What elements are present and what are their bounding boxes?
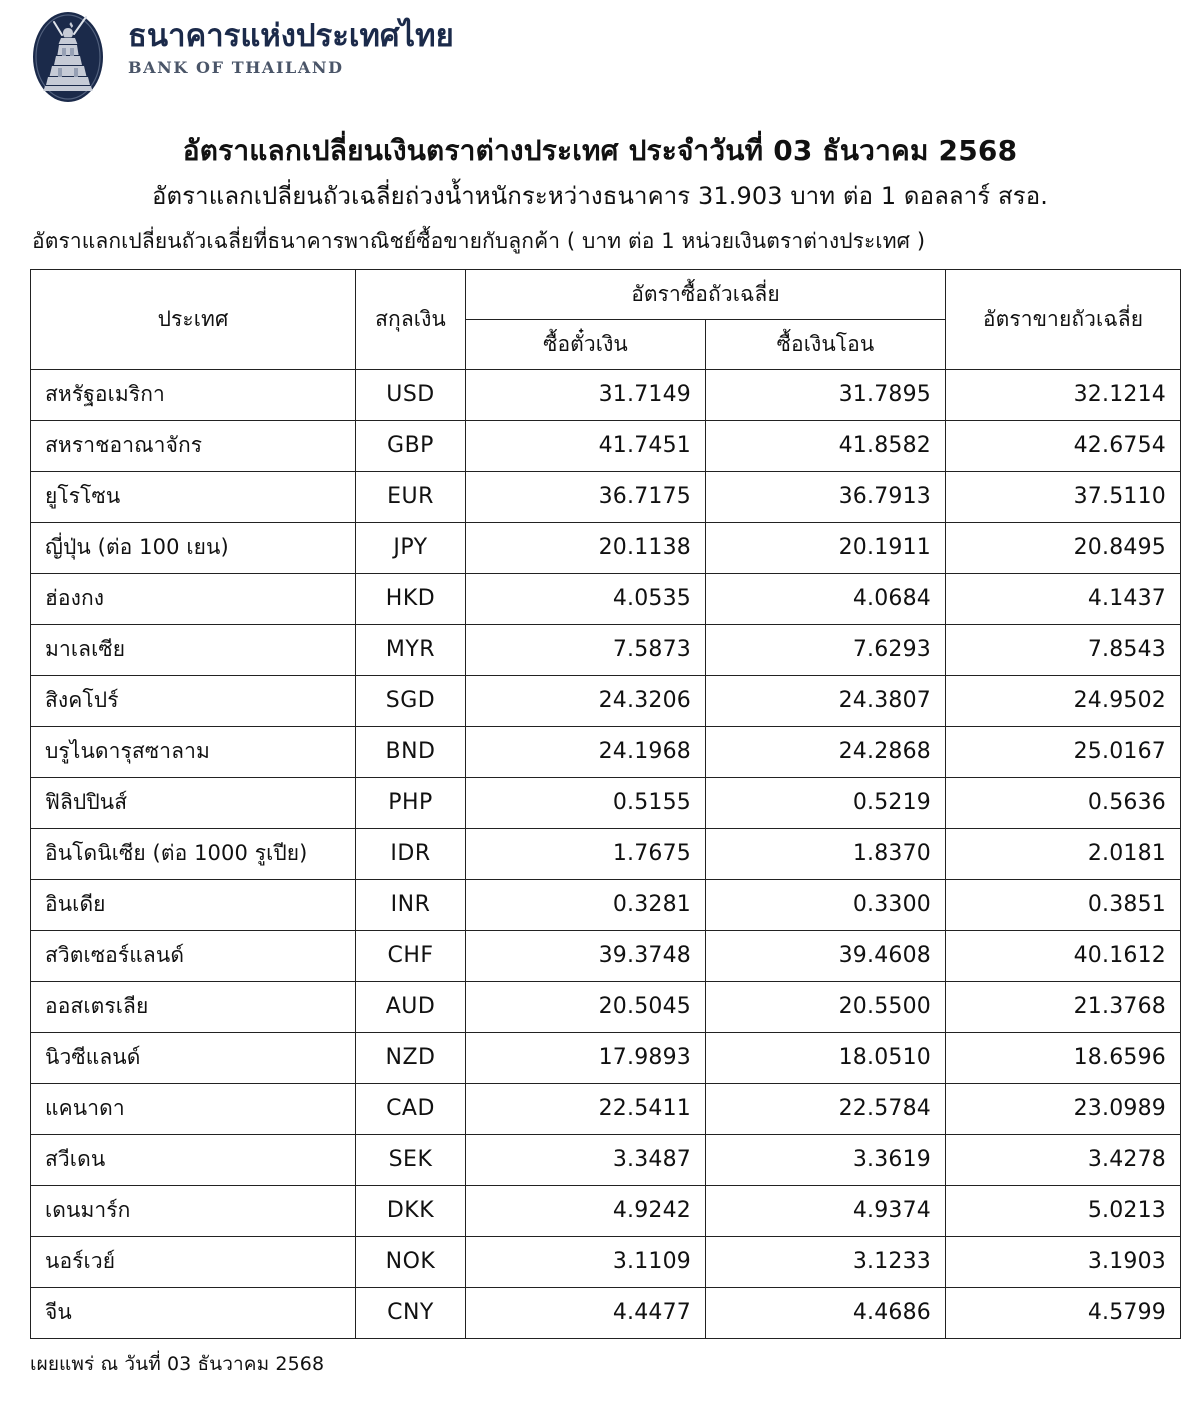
document-titles — [0, 118, 1200, 257]
cell-buy-sight-bill: 0.5155 — [466, 777, 706, 828]
cell-country: เดนมาร์ก — [31, 1185, 356, 1236]
cell-buy-transfer: 4.9374 — [706, 1185, 946, 1236]
cell-buy-sight-bill: 0.3281 — [466, 879, 706, 930]
cell-buy-sight-bill: 36.7175 — [466, 471, 706, 522]
cell-sell-rate: 4.5799 — [946, 1287, 1181, 1338]
cell-sell-rate: 40.1612 — [946, 930, 1181, 981]
cell-buy-transfer: 0.3300 — [706, 879, 946, 930]
header-currency: สกุลเงิน — [356, 269, 466, 369]
cell-currency-code: MYR — [356, 624, 466, 675]
header-buy-transfer: ซื้อเงินโอน — [706, 319, 946, 369]
cell-currency-code: CHF — [356, 930, 466, 981]
cell-country: แคนาดา — [31, 1083, 356, 1134]
cell-sell-rate: 2.0181 — [946, 828, 1181, 879]
cell-buy-transfer: 39.4608 — [706, 930, 946, 981]
cell-buy-sight-bill: 24.1968 — [466, 726, 706, 777]
cell-country: สวิตเซอร์แลนด์ — [31, 930, 356, 981]
cell-sell-rate: 23.0989 — [946, 1083, 1181, 1134]
cell-buy-transfer: 4.0684 — [706, 573, 946, 624]
header-country: ประเทศ — [31, 269, 356, 369]
table-row — [31, 522, 1181, 573]
cell-country: มาเลเซีย — [31, 624, 356, 675]
cell-sell-rate: 0.3851 — [946, 879, 1181, 930]
cell-buy-sight-bill: 24.3206 — [466, 675, 706, 726]
bank-name-thai: ธนาคารแห่งประเทศไทย — [128, 18, 454, 54]
cell-currency-code: SEK — [356, 1134, 466, 1185]
table-row — [31, 726, 1181, 777]
cell-buy-sight-bill: 22.5411 — [466, 1083, 706, 1134]
cell-country: นิวซีแลนด์ — [31, 1032, 356, 1083]
table-body — [31, 369, 1181, 1338]
cell-buy-transfer: 41.8582 — [706, 420, 946, 471]
document-header — [0, 0, 1200, 118]
cell-currency-code: INR — [356, 879, 466, 930]
table-row — [31, 930, 1181, 981]
header-buy-sight-bill: ซื้อตั๋วเงิน — [466, 319, 706, 369]
table-row — [31, 471, 1181, 522]
bank-of-thailand-seal-icon — [30, 8, 106, 106]
cell-currency-code: NZD — [356, 1032, 466, 1083]
table-row — [31, 828, 1181, 879]
cell-buy-transfer: 3.3619 — [706, 1134, 946, 1185]
cell-buy-transfer: 20.5500 — [706, 981, 946, 1032]
cell-currency-code: NOK — [356, 1236, 466, 1287]
cell-buy-transfer: 3.1233 — [706, 1236, 946, 1287]
cell-buy-transfer: 18.0510 — [706, 1032, 946, 1083]
cell-buy-sight-bill: 39.3748 — [466, 930, 706, 981]
cell-currency-code: DKK — [356, 1185, 466, 1236]
cell-buy-sight-bill: 3.3487 — [466, 1134, 706, 1185]
cell-country: อินเดีย — [31, 879, 356, 930]
table-header — [31, 269, 1181, 369]
cell-sell-rate: 42.6754 — [946, 420, 1181, 471]
cell-sell-rate: 7.8543 — [946, 624, 1181, 675]
cell-buy-sight-bill: 20.1138 — [466, 522, 706, 573]
header-buy-group: อัตราซื้อถัวเฉลี่ย — [466, 269, 946, 319]
cell-currency-code: JPY — [356, 522, 466, 573]
cell-buy-transfer: 20.1911 — [706, 522, 946, 573]
cell-country: สหรัฐอเมริกา — [31, 369, 356, 420]
page-title: อัตราแลกเปลี่ยนเงินตราต่างประเทศ ประจำวันที่ 03 ธันวาคม 2568 — [182, 134, 1018, 167]
bank-name-english: BANK OF THAILAND — [128, 57, 344, 77]
cell-currency-code: CAD — [356, 1083, 466, 1134]
table-row — [31, 624, 1181, 675]
table-row — [31, 879, 1181, 930]
cell-buy-transfer: 36.7913 — [706, 471, 946, 522]
cell-buy-transfer: 24.2868 — [706, 726, 946, 777]
table-row — [31, 777, 1181, 828]
cell-sell-rate: 3.4278 — [946, 1134, 1181, 1185]
table-row — [31, 369, 1181, 420]
cell-buy-transfer: 22.5784 — [706, 1083, 946, 1134]
table-row — [31, 1083, 1181, 1134]
cell-sell-rate: 32.1214 — [946, 369, 1181, 420]
table-row — [31, 1032, 1181, 1083]
cell-sell-rate: 20.8495 — [946, 522, 1181, 573]
cell-sell-rate: 25.0167 — [946, 726, 1181, 777]
cell-currency-code: HKD — [356, 573, 466, 624]
cell-country: ฮ่องกง — [31, 573, 356, 624]
cell-sell-rate: 21.3768 — [946, 981, 1181, 1032]
cell-country: สิงคโปร์ — [31, 675, 356, 726]
cell-buy-sight-bill: 3.1109 — [466, 1236, 706, 1287]
table-row — [31, 1134, 1181, 1185]
cell-country: ฟิลิปปินส์ — [31, 777, 356, 828]
cell-currency-code: USD — [356, 369, 466, 420]
cell-currency-code: SGD — [356, 675, 466, 726]
cell-country: สหราชอาณาจักร — [31, 420, 356, 471]
table-row — [31, 1185, 1181, 1236]
cell-currency-code: PHP — [356, 777, 466, 828]
cell-country: ญี่ปุ่น (ต่อ 100 เยน) — [31, 522, 356, 573]
cell-buy-sight-bill: 4.9242 — [466, 1185, 706, 1236]
cell-currency-code: GBP — [356, 420, 466, 471]
header-sell-rate: อัตราขายถัวเฉลี่ย — [946, 269, 1181, 369]
cell-currency-code: EUR — [356, 471, 466, 522]
cell-country: ยูโรโซน — [31, 471, 356, 522]
cell-buy-transfer: 7.6293 — [706, 624, 946, 675]
cell-sell-rate: 4.1437 — [946, 573, 1181, 624]
table-row — [31, 420, 1181, 471]
cell-buy-sight-bill: 17.9893 — [466, 1032, 706, 1083]
cell-country: จีน — [31, 1287, 356, 1338]
cell-buy-transfer: 4.4686 — [706, 1287, 946, 1338]
cell-buy-transfer: 24.3807 — [706, 675, 946, 726]
table-row — [31, 981, 1181, 1032]
cell-currency-code: AUD — [356, 981, 466, 1032]
cell-sell-rate: 3.1903 — [946, 1236, 1181, 1287]
exchange-rate-table — [30, 269, 1181, 1339]
cell-buy-transfer: 0.5219 — [706, 777, 946, 828]
cell-currency-code: BND — [356, 726, 466, 777]
publication-footer: เผยแพร่ ณ วันที่ 03 ธันวาคม 2568 — [30, 1352, 325, 1375]
cell-country: อินโดนิเซีย (ต่อ 1000 รูเปีย) — [31, 828, 356, 879]
cell-currency-code: IDR — [356, 828, 466, 879]
cell-buy-sight-bill: 1.7675 — [466, 828, 706, 879]
exchange-rate-table-wrapper — [0, 257, 1200, 1339]
table-row — [31, 573, 1181, 624]
cell-country: บรูไนดารุสซาลาม — [31, 726, 356, 777]
cell-country: ออสเตรเลีย — [31, 981, 356, 1032]
cell-sell-rate: 18.6596 — [946, 1032, 1181, 1083]
cell-buy-sight-bill: 7.5873 — [466, 624, 706, 675]
cell-sell-rate: 0.5636 — [946, 777, 1181, 828]
table-row — [31, 1236, 1181, 1287]
cell-buy-transfer: 31.7895 — [706, 369, 946, 420]
cell-buy-sight-bill: 31.7149 — [466, 369, 706, 420]
cell-country: สวีเดน — [31, 1134, 356, 1185]
cell-buy-sight-bill: 4.4477 — [466, 1287, 706, 1338]
interbank-rate-subtitle: อัตราแลกเปลี่ยนถัวเฉลี่ยถ่วงน้ำหนักระหว่างธนาคาร 31.903 บาท ต่อ 1 ดอลลาร์ สรอ. — [151, 181, 1049, 210]
table-header-row-primary — [31, 269, 1181, 319]
table-row — [31, 1287, 1181, 1338]
cell-sell-rate: 5.0213 — [946, 1185, 1181, 1236]
cell-buy-sight-bill: 20.5045 — [466, 981, 706, 1032]
cell-sell-rate: 37.5110 — [946, 471, 1181, 522]
bank-branding — [128, 8, 454, 77]
cell-buy-transfer: 1.8370 — [706, 828, 946, 879]
cell-buy-sight-bill: 4.0535 — [466, 573, 706, 624]
commercial-bank-rate-note: อัตราแลกเปลี่ยนถัวเฉลี่ยที่ธนาคารพาณิชย์ซื้อขายกับลูกค้า ( บาท ต่อ 1 หน่วยเงินตราต่างประเทศ ) — [32, 229, 926, 254]
table-row — [31, 675, 1181, 726]
cell-sell-rate: 24.9502 — [946, 675, 1181, 726]
cell-country: นอร์เวย์ — [31, 1236, 356, 1287]
cell-buy-sight-bill: 41.7451 — [466, 420, 706, 471]
cell-currency-code: CNY — [356, 1287, 466, 1338]
